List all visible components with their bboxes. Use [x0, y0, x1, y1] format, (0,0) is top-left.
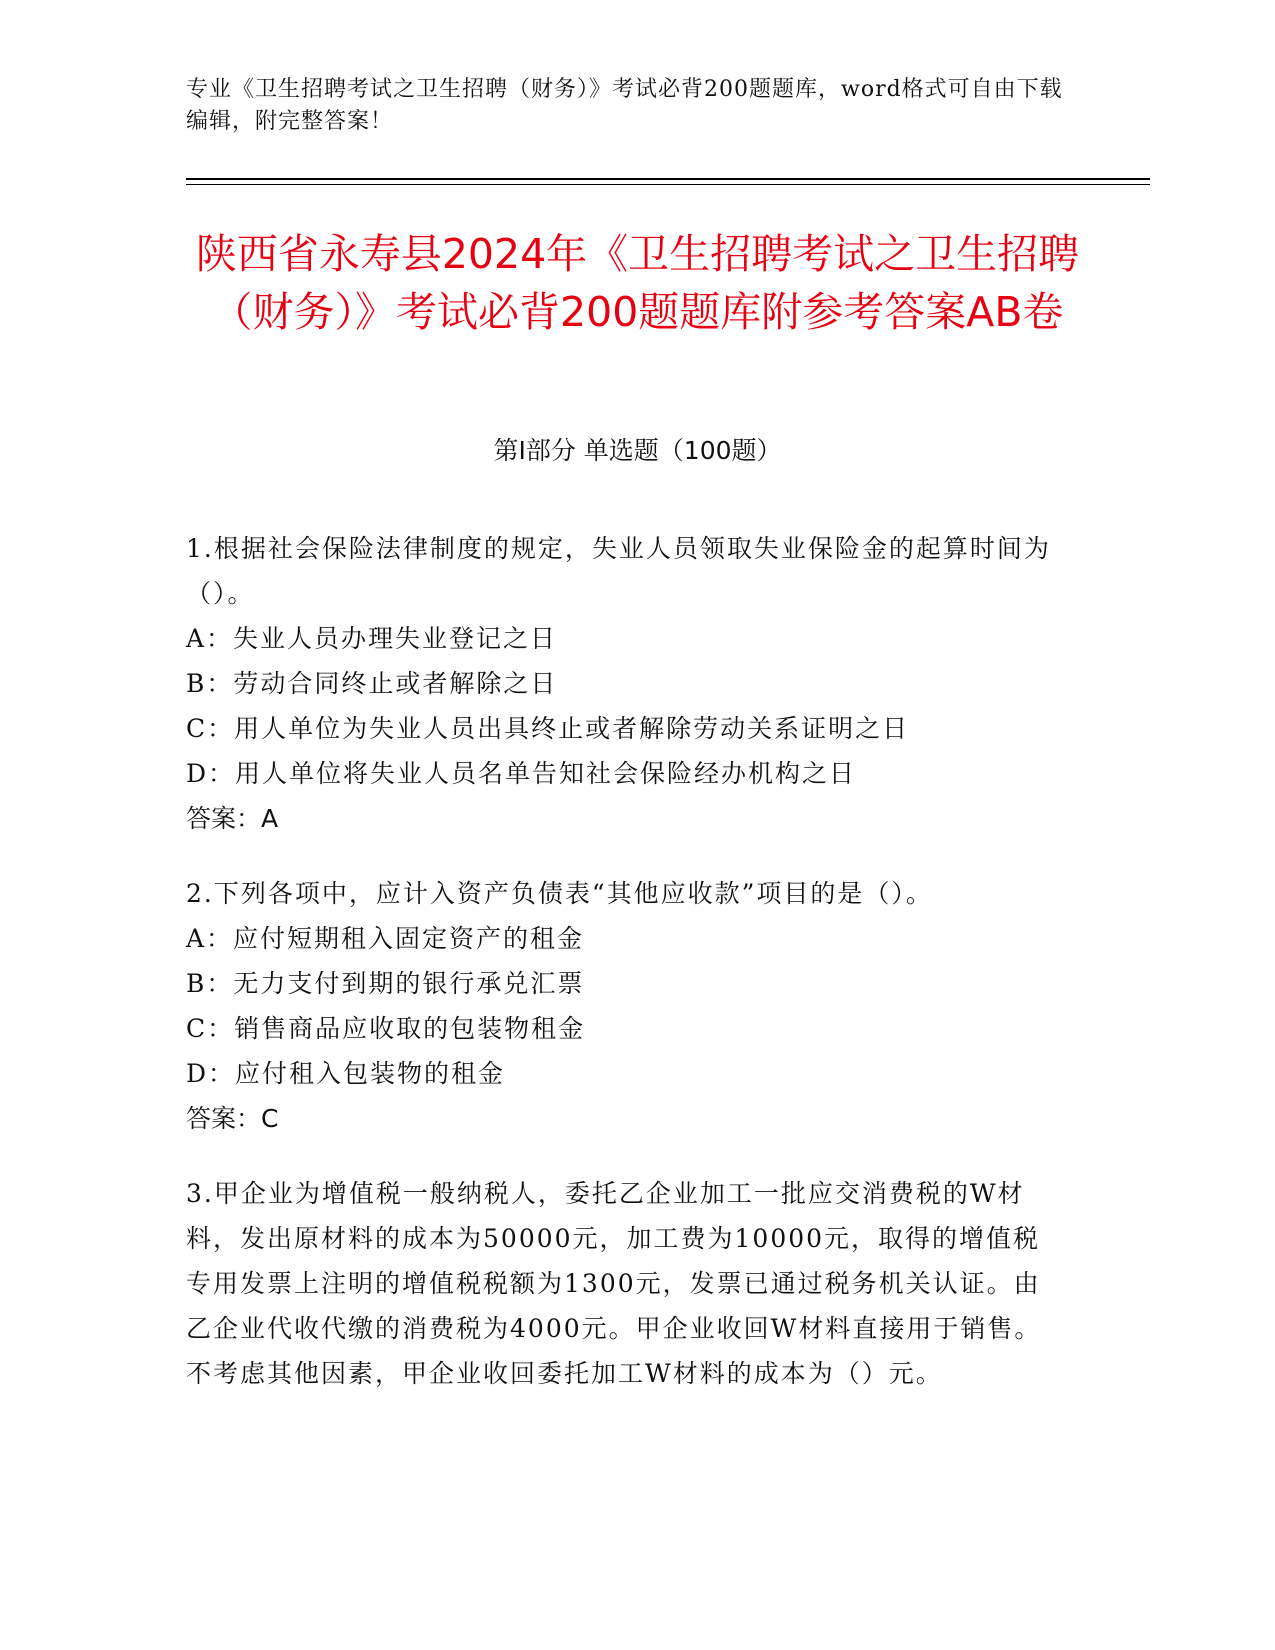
option-a: A：应付短期租入固定资产的租金 [186, 924, 585, 953]
header-divider-thin [186, 184, 1150, 185]
header-divider-thick [186, 178, 1150, 180]
option-b: B：无力支付到期的银行承兑汇票 [186, 969, 585, 998]
answer: 答案：A [186, 804, 279, 833]
header-note: 专业《卫生招聘考试之卫生招聘（财务）》考试必背200题题库，word格式可自由下载编辑，附完整答案！ [186, 77, 1063, 134]
question-stem: 1.根据社会保险法律制度的规定，失业人员领取失业保险金的起算时间为（）。 [186, 534, 1051, 608]
option-b: B：劳动合同终止或者解除之日 [186, 669, 558, 698]
option-c: C：用人单位为失业人员出具终止或者解除劳动关系证明之日 [186, 714, 910, 743]
question-list [186, 526, 1066, 1426]
option-d: D：应付租入包装物的租金 [186, 1059, 506, 1088]
answer: 答案：C [186, 1104, 279, 1133]
question-3 [186, 1171, 1066, 1396]
question-stem: 2.下列各项中，应计入资产负债表“其他应收款”项目的是（）。 [186, 879, 933, 908]
option-a: A：失业人员办理失业登记之日 [186, 624, 558, 653]
option-d: D：用人单位将失业人员名单告知社会保险经办机构之日 [186, 759, 857, 788]
option-c: C：销售商品应收取的包装物租金 [186, 1014, 586, 1043]
document-title: 陕西省永寿县2024年《卫生招聘考试之卫生招聘（财务）》考试必背200题题库附参考答案AB卷 [195, 230, 1080, 336]
question-stem: 3.甲企业为增值税一般纳税人，委托乙企业加工一批应交消费税的W材料，发出原材料的成本为50000元，加工费为10000元，取得的增值税专用发票上注明的增值税税额为1300元，发票已通过税务机关认证。由乙企业代收代缴的消费税为4000元。甲企业收回W材料直接用于销售。不考虑其他因素，甲企业收回委托加工W材料的成本为（）元。 [186, 1179, 1042, 1388]
question-1 [186, 526, 1066, 841]
section-title: 第I部分 单选题（100题） [493, 436, 782, 465]
question-2 [186, 871, 1066, 1141]
